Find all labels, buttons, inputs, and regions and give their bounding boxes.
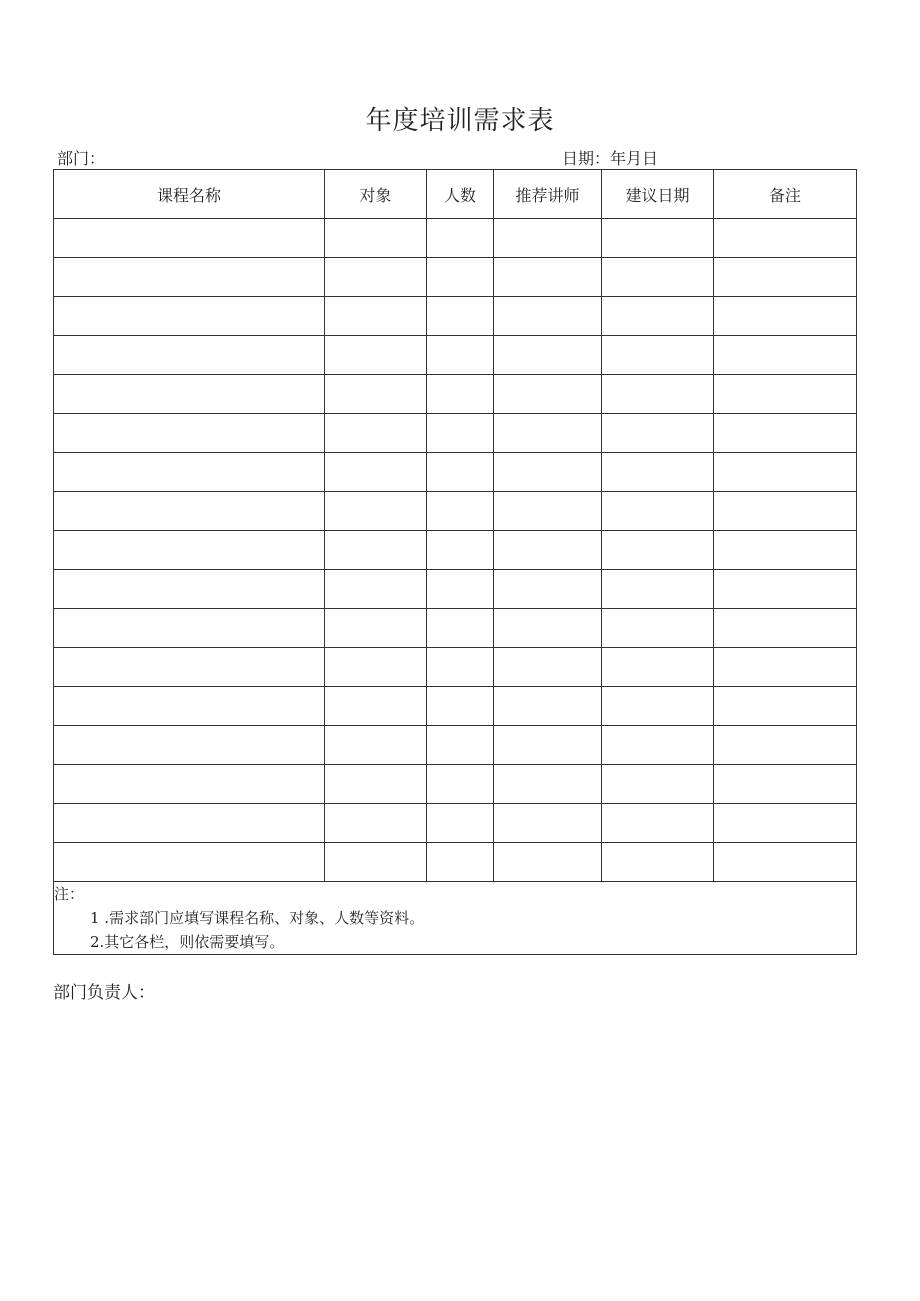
table-cell[interactable] — [325, 453, 427, 492]
table-cell[interactable] — [714, 531, 857, 570]
header-target: 对象 — [325, 170, 427, 219]
table-cell[interactable] — [325, 297, 427, 336]
table-cell[interactable] — [714, 258, 857, 297]
table-cell[interactable] — [427, 258, 494, 297]
table-cell[interactable] — [427, 336, 494, 375]
table-row — [54, 219, 857, 258]
table-cell[interactable] — [427, 687, 494, 726]
table-cell[interactable] — [325, 492, 427, 531]
table-row — [54, 414, 857, 453]
table-cell[interactable] — [714, 336, 857, 375]
table-cell[interactable] — [54, 336, 325, 375]
table-cell[interactable] — [714, 687, 857, 726]
header-remarks: 备注 — [714, 170, 857, 219]
table-row — [54, 726, 857, 765]
table-cell[interactable] — [494, 258, 602, 297]
table-row — [54, 843, 857, 882]
table-cell[interactable] — [54, 648, 325, 687]
department-label: 部门： — [57, 149, 106, 168]
table-cell[interactable] — [54, 219, 325, 258]
table-cell[interactable] — [325, 726, 427, 765]
table-cell[interactable] — [325, 219, 427, 258]
table-cell[interactable] — [602, 219, 714, 258]
table-cell[interactable] — [325, 531, 427, 570]
table-cell[interactable] — [427, 453, 494, 492]
table-row — [54, 687, 857, 726]
header-row — [54, 170, 857, 219]
table-row — [54, 804, 857, 843]
table-cell[interactable] — [494, 453, 602, 492]
table-cell[interactable] — [494, 609, 602, 648]
table-cell[interactable] — [325, 375, 427, 414]
table-cell[interactable] — [602, 453, 714, 492]
table-row — [54, 648, 857, 687]
header-headcount: 人数 — [427, 170, 494, 219]
table-cell[interactable] — [494, 414, 602, 453]
table-cell[interactable] — [602, 726, 714, 765]
table-cell[interactable] — [325, 336, 427, 375]
table-cell[interactable] — [427, 492, 494, 531]
table-cell[interactable] — [602, 804, 714, 843]
table-cell[interactable] — [494, 375, 602, 414]
table-cell[interactable] — [602, 843, 714, 882]
table-cell[interactable] — [427, 414, 494, 453]
table-cell[interactable] — [54, 453, 325, 492]
table-cell[interactable] — [494, 687, 602, 726]
table-cell[interactable] — [714, 414, 857, 453]
table-row — [54, 453, 857, 492]
table-row — [54, 531, 857, 570]
notes-cell — [54, 882, 857, 955]
table-cell[interactable] — [325, 843, 427, 882]
table-row — [54, 297, 857, 336]
table-cell[interactable] — [325, 414, 427, 453]
table-cell[interactable] — [602, 492, 714, 531]
table-cell[interactable] — [494, 570, 602, 609]
header-course-name: 课程名称 — [54, 170, 325, 219]
table-cell[interactable] — [54, 492, 325, 531]
table-cell[interactable] — [714, 648, 857, 687]
table-cell[interactable] — [427, 609, 494, 648]
table-cell[interactable] — [494, 843, 602, 882]
table-row — [54, 570, 857, 609]
table-cell[interactable] — [714, 570, 857, 609]
table-cell[interactable] — [427, 570, 494, 609]
table-cell[interactable] — [714, 297, 857, 336]
table-row — [54, 258, 857, 297]
table-cell[interactable] — [54, 609, 325, 648]
table-cell[interactable] — [54, 804, 325, 843]
table-row — [54, 375, 857, 414]
header-recommended-lecturer: 推荐讲师 — [494, 170, 602, 219]
table-cell[interactable] — [602, 414, 714, 453]
table-row — [54, 492, 857, 531]
table-cell[interactable] — [427, 219, 494, 258]
table-cell[interactable] — [54, 531, 325, 570]
table-cell[interactable] — [602, 258, 714, 297]
table-cell[interactable] — [427, 375, 494, 414]
table-cell[interactable] — [714, 726, 857, 765]
table-cell[interactable] — [494, 219, 602, 258]
table-cell[interactable] — [494, 726, 602, 765]
table-cell[interactable] — [325, 804, 427, 843]
table-cell[interactable] — [325, 570, 427, 609]
table-cell[interactable] — [602, 297, 714, 336]
notes-row — [54, 882, 857, 955]
table-cell[interactable] — [714, 804, 857, 843]
table-cell[interactable] — [54, 258, 325, 297]
table-cell[interactable] — [714, 219, 857, 258]
table-row — [54, 336, 857, 375]
table-cell[interactable] — [54, 687, 325, 726]
note-item: 1 .需求部门应填写课程名称、对象、人数等资料。 — [90, 909, 425, 927]
table-cell[interactable] — [602, 531, 714, 570]
table-cell[interactable] — [494, 765, 602, 804]
table-cell[interactable] — [54, 375, 325, 414]
training-needs-table — [53, 169, 857, 955]
table-cell[interactable] — [54, 297, 325, 336]
table-cell[interactable] — [494, 297, 602, 336]
notes-label: 注： — [54, 885, 85, 903]
table-cell[interactable] — [494, 804, 602, 843]
table-cell[interactable] — [427, 648, 494, 687]
table-cell[interactable] — [54, 765, 325, 804]
table-cell[interactable] — [602, 336, 714, 375]
page-title: 年度培训需求表 — [365, 106, 555, 136]
table-cell[interactable] — [325, 648, 427, 687]
table-cell[interactable] — [602, 570, 714, 609]
table-cell[interactable] — [54, 726, 325, 765]
table-cell[interactable] — [714, 375, 857, 414]
table-cell[interactable] — [325, 687, 427, 726]
table-row — [54, 609, 857, 648]
table-cell[interactable] — [427, 531, 494, 570]
table-cell[interactable] — [602, 648, 714, 687]
date-label: 日期：年月日 — [562, 149, 659, 168]
table-cell[interactable] — [494, 648, 602, 687]
header-suggested-date: 建议日期 — [602, 170, 714, 219]
table-cell[interactable] — [714, 453, 857, 492]
table-row — [54, 765, 857, 804]
table-cell[interactable] — [714, 609, 857, 648]
table-cell[interactable] — [602, 375, 714, 414]
table-cell[interactable] — [602, 765, 714, 804]
note-item: 2.其它各栏，则依需要填写。 — [90, 933, 285, 951]
table-cell[interactable] — [54, 414, 325, 453]
table-cell[interactable] — [427, 843, 494, 882]
table-cell[interactable] — [494, 531, 602, 570]
table-cell[interactable] — [427, 297, 494, 336]
table-cell[interactable] — [54, 570, 325, 609]
table-cell[interactable] — [427, 765, 494, 804]
table-cell[interactable] — [427, 804, 494, 843]
table-cell[interactable] — [325, 609, 427, 648]
table-cell[interactable] — [602, 687, 714, 726]
table-cell[interactable] — [54, 843, 325, 882]
table-cell[interactable] — [494, 492, 602, 531]
table-cell[interactable] — [494, 336, 602, 375]
department-head-label: 部门负责人： — [53, 983, 155, 1003]
table-cell[interactable] — [714, 492, 857, 531]
table-cell[interactable] — [325, 765, 427, 804]
table-cell[interactable] — [714, 843, 857, 882]
table-cell[interactable] — [602, 609, 714, 648]
table-cell[interactable] — [427, 726, 494, 765]
table-cell[interactable] — [325, 258, 427, 297]
table-cell[interactable] — [714, 765, 857, 804]
